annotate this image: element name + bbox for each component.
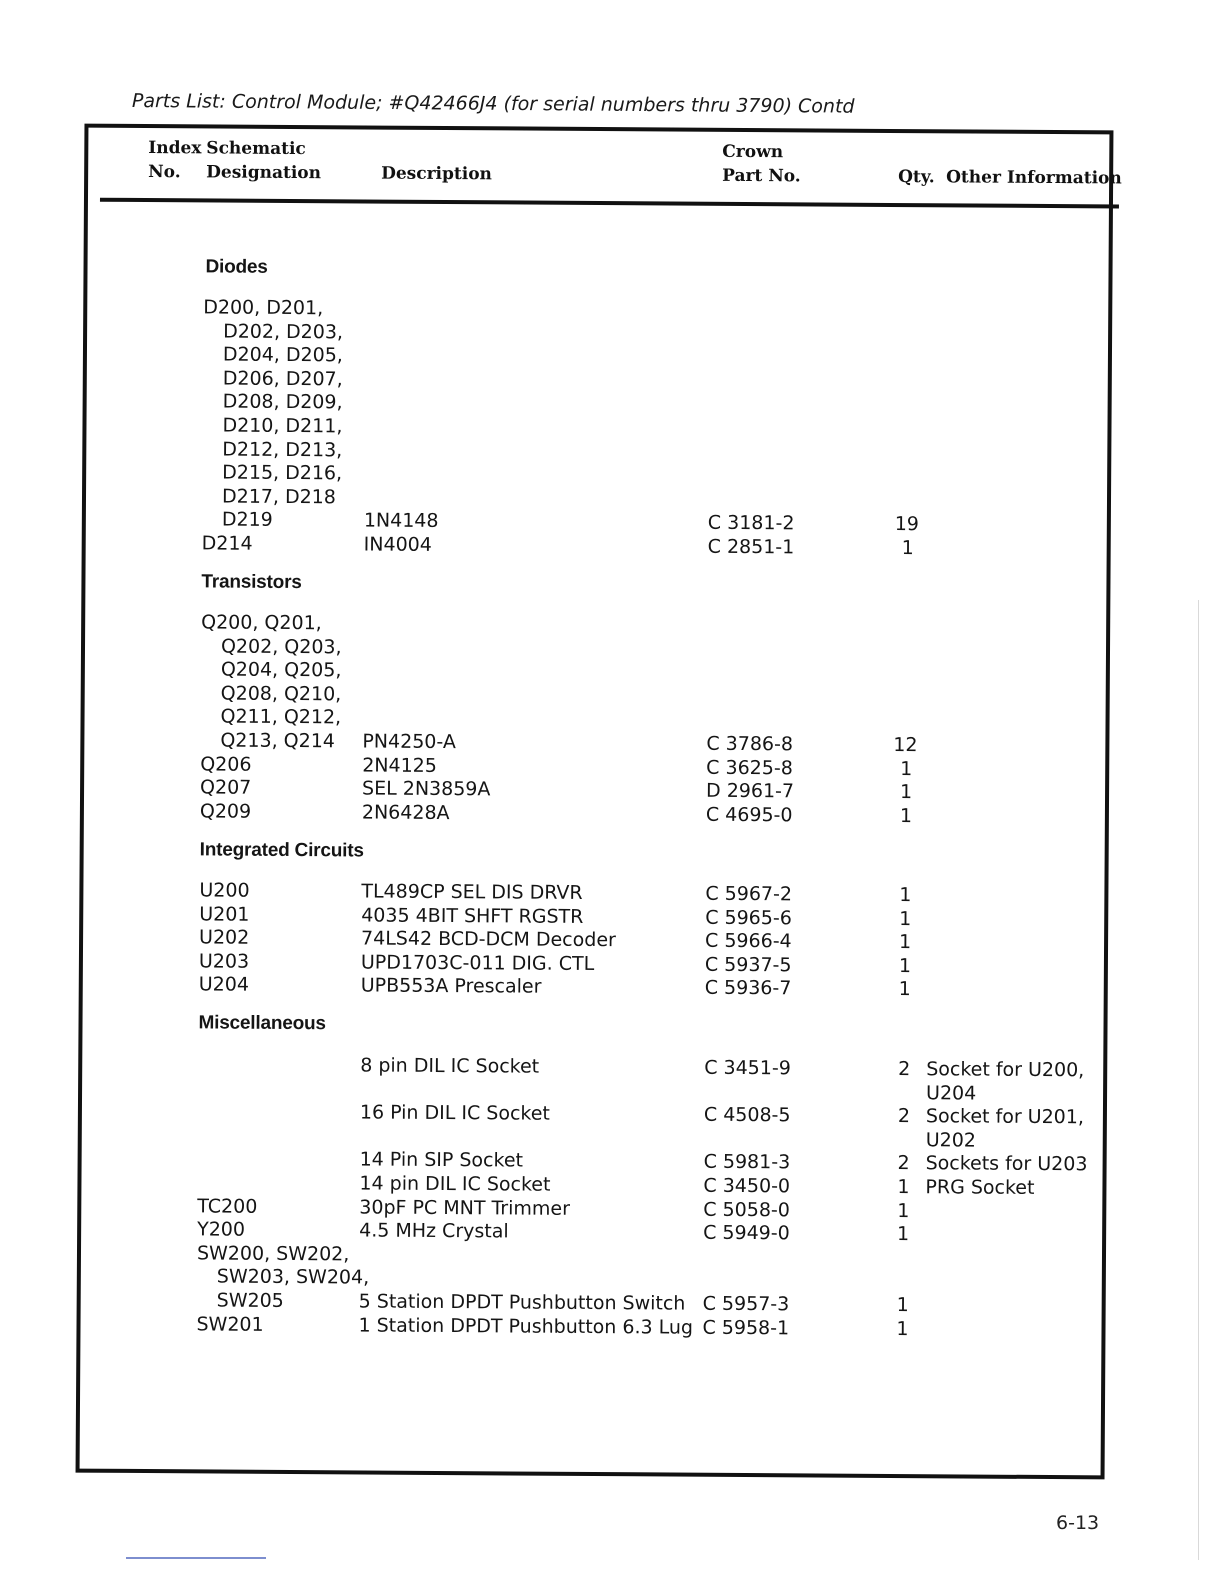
index-cell: Q206 bbox=[200, 752, 252, 776]
qty-cell: 1 bbox=[899, 804, 913, 827]
index-cell: TC200 bbox=[197, 1194, 258, 1218]
part-number-cell: C 5958-1 bbox=[702, 1316, 790, 1339]
index-cell: Q209 bbox=[199, 800, 252, 823]
page-number: 6-13 bbox=[1056, 1512, 1100, 1534]
part-number-cell: C 5936-7 bbox=[704, 977, 792, 1000]
index-cell: U200 bbox=[199, 879, 250, 902]
part-number-cell: C 5965-6 bbox=[705, 906, 792, 929]
index-cell: SW201 bbox=[196, 1312, 264, 1336]
description-cell: 5 Station DPDT Pushbutton Switch bbox=[358, 1290, 686, 1315]
qty-cell: 1 bbox=[897, 1199, 910, 1222]
section-transistors: Transistors bbox=[201, 571, 302, 594]
description-cell: 4.5 MHz Crystal bbox=[359, 1219, 509, 1243]
qty-cell: 1 bbox=[899, 884, 912, 907]
header-crown: Crown bbox=[722, 141, 784, 163]
index-cell: D215, D216, bbox=[222, 461, 343, 485]
index-cell: Q213, Q214 bbox=[220, 729, 335, 753]
index-cell: U202 bbox=[199, 926, 250, 949]
qty-cell: 2 bbox=[897, 1152, 910, 1175]
qty-cell: 2 bbox=[897, 1105, 911, 1128]
part-number-cell: C 3625-8 bbox=[706, 756, 793, 779]
header-qty: Qty. bbox=[898, 167, 935, 188]
scan-edge-line bbox=[1198, 600, 1199, 1560]
other-info-cell: Socket for U201, bbox=[925, 1105, 1085, 1129]
qty-cell: 19 bbox=[894, 513, 920, 536]
index-cell: SW203, SW204, bbox=[216, 1265, 370, 1289]
description-cell: 2N4125 bbox=[362, 754, 437, 777]
index-cell: D206, D207, bbox=[222, 367, 343, 391]
qty-cell: 1 bbox=[897, 1223, 910, 1246]
section-miscellaneous: Miscellaneous bbox=[198, 1012, 326, 1035]
qty-cell: 1 bbox=[896, 1294, 909, 1317]
header-schematic: Schematic bbox=[206, 138, 306, 160]
part-number-cell: D 2961-7 bbox=[705, 779, 795, 803]
part-number-cell: C 3786-8 bbox=[706, 732, 794, 756]
part-number-cell: C 3450-0 bbox=[703, 1174, 791, 1198]
description-cell: 74LS42 BCD-DCM Decoder bbox=[361, 927, 616, 952]
other-info-cell: Socket for U200, bbox=[926, 1058, 1085, 1082]
description-cell: 30pF PC MNT Trimmer bbox=[359, 1196, 571, 1220]
description-cell: IN4004 bbox=[363, 533, 432, 556]
page-caption: Parts List: Control Module; #Q42466J4 (for serial numbers thru 3790) Contd bbox=[131, 90, 855, 118]
qty-cell: 1 bbox=[901, 537, 914, 560]
index-cell: U203 bbox=[198, 950, 250, 973]
part-number-cell: C 5949-0 bbox=[703, 1221, 790, 1245]
qty-cell: 1 bbox=[898, 978, 911, 1001]
index-cell: D219 bbox=[221, 508, 273, 532]
header-part-no: Part No. bbox=[722, 165, 801, 187]
header-designation: Designation bbox=[206, 162, 322, 184]
index-cell: D200, D201, bbox=[203, 296, 324, 320]
qty-cell: 1 bbox=[898, 931, 912, 954]
part-number-cell: C 2851-1 bbox=[707, 535, 795, 559]
section-diodes: Diodes bbox=[205, 256, 268, 278]
qty-cell: 12 bbox=[893, 733, 918, 757]
table-body bbox=[80, 128, 1110, 1476]
index-cell: D214 bbox=[201, 532, 253, 555]
index-cell: D204, D205, bbox=[222, 343, 343, 367]
qty-cell: 1 bbox=[900, 757, 913, 780]
index-cell: Q208, Q210, bbox=[220, 682, 342, 706]
description-cell: 16 Pin DIL IC Socket bbox=[359, 1101, 550, 1125]
description-cell: 1 Station DPDT Pushbutton 6.3 Lug bbox=[358, 1314, 694, 1339]
index-cell: SW205 bbox=[216, 1289, 284, 1312]
other-info-cell: Sockets for U203 bbox=[925, 1152, 1088, 1176]
part-number-cell: C 5937-5 bbox=[704, 953, 792, 977]
index-cell: Y200 bbox=[197, 1218, 246, 1241]
header-index: Index bbox=[148, 138, 202, 159]
part-number-cell: C 5981-3 bbox=[703, 1151, 791, 1174]
header-description: Description bbox=[381, 163, 493, 185]
part-number-cell: C 5967-2 bbox=[705, 882, 793, 906]
parts-table-frame bbox=[76, 124, 1122, 1480]
other-info-cell: U202 bbox=[925, 1129, 977, 1152]
part-number-cell: C 4508-5 bbox=[703, 1103, 791, 1127]
qty-cell: 1 bbox=[896, 1317, 909, 1340]
qty-cell: 1 bbox=[899, 907, 912, 930]
qty-cell: 1 bbox=[898, 954, 912, 977]
index-cell: Q207 bbox=[200, 776, 252, 799]
index-cell: D212, D213, bbox=[222, 438, 343, 461]
index-cell: Q200, Q201, bbox=[201, 611, 322, 635]
index-cell: Q202, Q203, bbox=[220, 635, 342, 658]
index-cell: D210, D211, bbox=[222, 414, 343, 438]
index-cell: U201 bbox=[199, 902, 250, 926]
description-cell: 2N6428A bbox=[361, 801, 450, 824]
index-cell: D208, D209, bbox=[222, 390, 343, 414]
qty-cell: 1 bbox=[897, 1176, 910, 1199]
index-cell: SW200, SW202, bbox=[196, 1242, 350, 1266]
description-cell: 14 pin DIL IC Socket bbox=[359, 1172, 551, 1196]
description-cell: 8 pin DIL IC Socket bbox=[360, 1054, 540, 1078]
header-no: No. bbox=[148, 162, 181, 183]
footer-rule bbox=[126, 1557, 266, 1559]
description-cell: UPD1703C-011 DIG. CTL bbox=[360, 951, 595, 975]
other-info-cell: PRG Socket bbox=[925, 1176, 1035, 1199]
index-cell: U204 bbox=[198, 973, 250, 997]
part-number-cell: C 5058-0 bbox=[703, 1198, 790, 1221]
description-cell: PN4250-A bbox=[362, 730, 456, 754]
description-cell: SEL 2N3859A bbox=[362, 777, 491, 801]
description-cell: 14 Pin SIP Socket bbox=[359, 1148, 524, 1172]
description-cell: TL489CP SEL DIS DRVR bbox=[361, 880, 583, 904]
other-info-cell: U204 bbox=[926, 1081, 977, 1105]
description-cell: UPB553A Prescaler bbox=[360, 974, 542, 999]
qty-cell: 1 bbox=[899, 781, 913, 804]
index-cell: D217, D218 bbox=[221, 485, 336, 509]
description-cell: 4035 4BIT SHFT RGSTR bbox=[361, 904, 584, 928]
index-cell: Q211, Q212, bbox=[220, 705, 342, 729]
header-other-information: Other Information bbox=[946, 167, 1122, 189]
part-number-cell: C 4695-0 bbox=[705, 803, 793, 827]
description-cell: 1N4148 bbox=[363, 509, 439, 533]
part-number-cell: C 3181-2 bbox=[707, 512, 795, 535]
part-number-cell: C 3451-9 bbox=[704, 1056, 791, 1080]
section-integrated-circuits: Integrated Circuits bbox=[199, 839, 364, 862]
qty-cell: 2 bbox=[898, 1058, 911, 1081]
index-cell: Q204, Q205, bbox=[220, 658, 342, 682]
part-number-cell: C 5957-3 bbox=[702, 1292, 790, 1316]
index-cell: D202, D203, bbox=[223, 320, 344, 343]
part-number-cell: C 5966-4 bbox=[705, 929, 792, 953]
